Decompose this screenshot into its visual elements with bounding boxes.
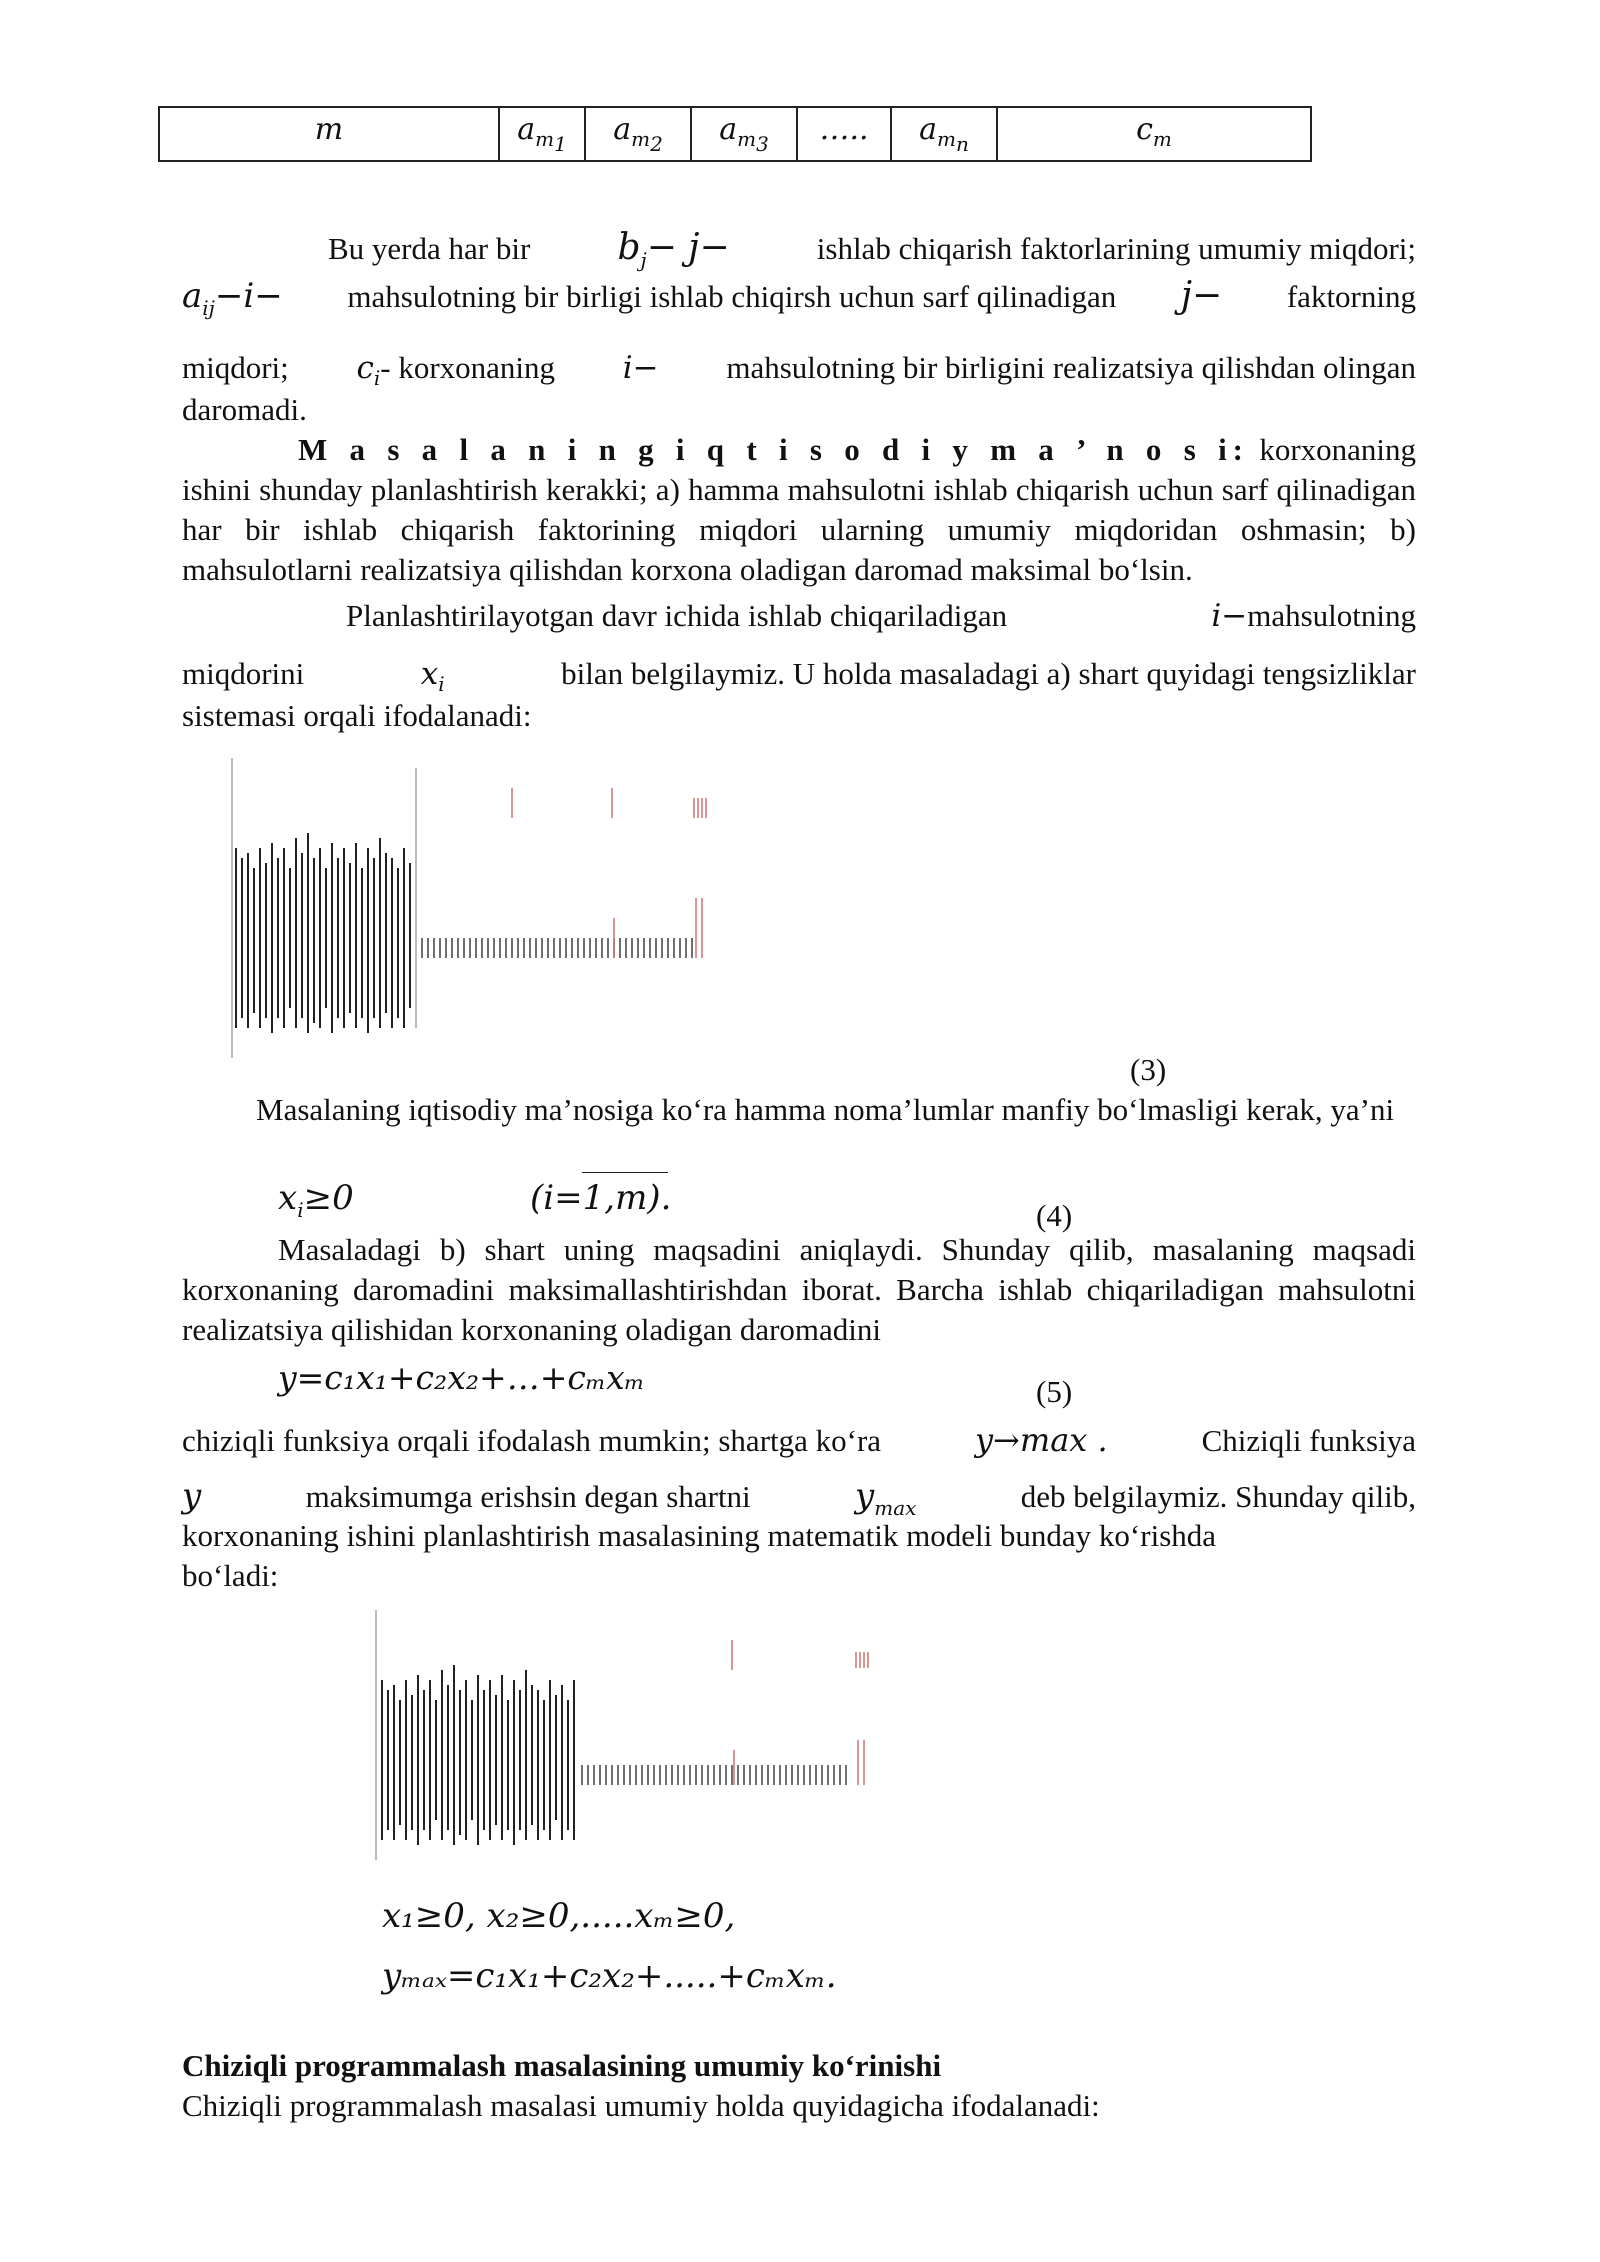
p1-line4: daromadi. — [182, 392, 307, 427]
economic-meaning-lead: M a s a l a n i n g i q t i s o d i y m a ’ n o s i: — [298, 432, 1250, 467]
equation-number-5: (5) — [1036, 1374, 1073, 1409]
p1-line1: Bu yerda har bir $b_j- j-$ ishlab chiqarish faktorlarining umumiy miqdori; — [328, 227, 1416, 273]
section-intro-text: Chiziqli programmalash masalasi umumiy holda quyidagicha ifodalanadi: — [182, 2088, 1100, 2123]
economic-meaning-paragraph: M a s a l a n i n g i q t i s o d i y m a ’ n o s i: korxonaning ishini shunday planlashtirish kerakki; a) hamma mahsulotni ishlab chiqarish uchun sarf qilinadigan har bir ishlab chiqarish faktorining miqdori ularning umumiy miqdoridan oshmasin; b) mahsulotlarni realizatsiya qilishdan korxona oladigan daromad maksimal bo‘lsin. — [182, 432, 1417, 587]
eq5-formula: y=c₁x₁+c₂x₂+…+cₘxₘ — [278, 1358, 645, 1397]
section-heading: Chiziqli programmalash masalasining umumiy ko‘rinishi — [182, 2048, 942, 2083]
formula-image-3 — [226, 748, 726, 1078]
model-objective: yₘₐₓ=c₁x₁+c₂x₂+.....+cₘxₘ. — [382, 1956, 837, 1996]
eq4-right: (i=1,m). — [530, 1178, 672, 1218]
overline-bar — [582, 1172, 668, 1173]
formula-image-model — [372, 1600, 892, 1870]
p6-line4: bo‘ladi: — [182, 1558, 279, 1593]
p6-line3: korxonaning ishini planlashtirish masalasining matematik modeli bunday ko‘rishda — [182, 1518, 1217, 1553]
p3-line2: miqdorini $x_i$ bilan belgilaymiz. U holda masaladagi a) shart quyidagi tengsizliklar — [182, 656, 1416, 697]
table-cell-am1: $a_{m_1}$ — [500, 108, 586, 160]
table-cell-am3: $a_{m_3}$ — [692, 108, 798, 160]
table-cell-cm: $c_m$ — [1136, 112, 1172, 151]
table-cell-m: m — [160, 108, 500, 160]
p1-line3: miqdori; $c_i-$ korxonaning i− mahsulotning bir birligini realizatsiya qilishdan olingan — [182, 350, 1416, 391]
table-cell-ellipsis: ….. — [798, 108, 892, 160]
model-constraints: x₁≥0, x₂≥0,.....xₘ≥0, — [382, 1896, 736, 1936]
p3-line3: sistemasi orqali ifodalanadi: — [182, 698, 532, 733]
table-cell-amn: $a_{m_n}$ — [892, 108, 998, 160]
p6-line2: y maksimumga erishsin degan shartni $y_{max}$ deb belgilaymiz. Shunday qilib, — [182, 1476, 1416, 1520]
p1-line2: $a_{ij}-i-$ mahsulotning bir birligi ishlab chiqirsh uchun sarf qilinadigan j− faktorning — [182, 275, 1416, 320]
p6-line1: chiziqli funksiya orqali ifodalash mumkin; shartga ko‘ra y→max . Chiziqli funksiya — [182, 1421, 1416, 1459]
equation-number-4: (4) — [1036, 1198, 1073, 1233]
table-cell-am2: $a_{m_2}$ — [586, 108, 692, 160]
objective-paragraph: Masaladagi b) shart uning maqsadini aniqlaydi. Shunday qilib, masalaning maqsadi korxonaning daromadini maksimallashtirishdan iborat. Barcha ishlab chiqariladigan mahsulotni realizatsiya qilishidan korxonaning oladigan daromadini — [182, 1232, 1416, 1347]
equation-number-3: (3) — [1130, 1052, 1167, 1087]
p3-line1: Planlashtirilayotgan davr ichida ishlab chiqariladigan i−mahsulotning — [346, 598, 1416, 634]
nonnegativity-paragraph: Masalaning iqtisodiy ma’nosiga ko‘ra hamma noma’lumlar manfiy bo‘lmasligi kerak, ya’ni — [256, 1092, 1395, 1127]
eq4-left: $x_i\ge 0$ — [278, 1178, 354, 1222]
factor-table-row — [158, 106, 1312, 162]
